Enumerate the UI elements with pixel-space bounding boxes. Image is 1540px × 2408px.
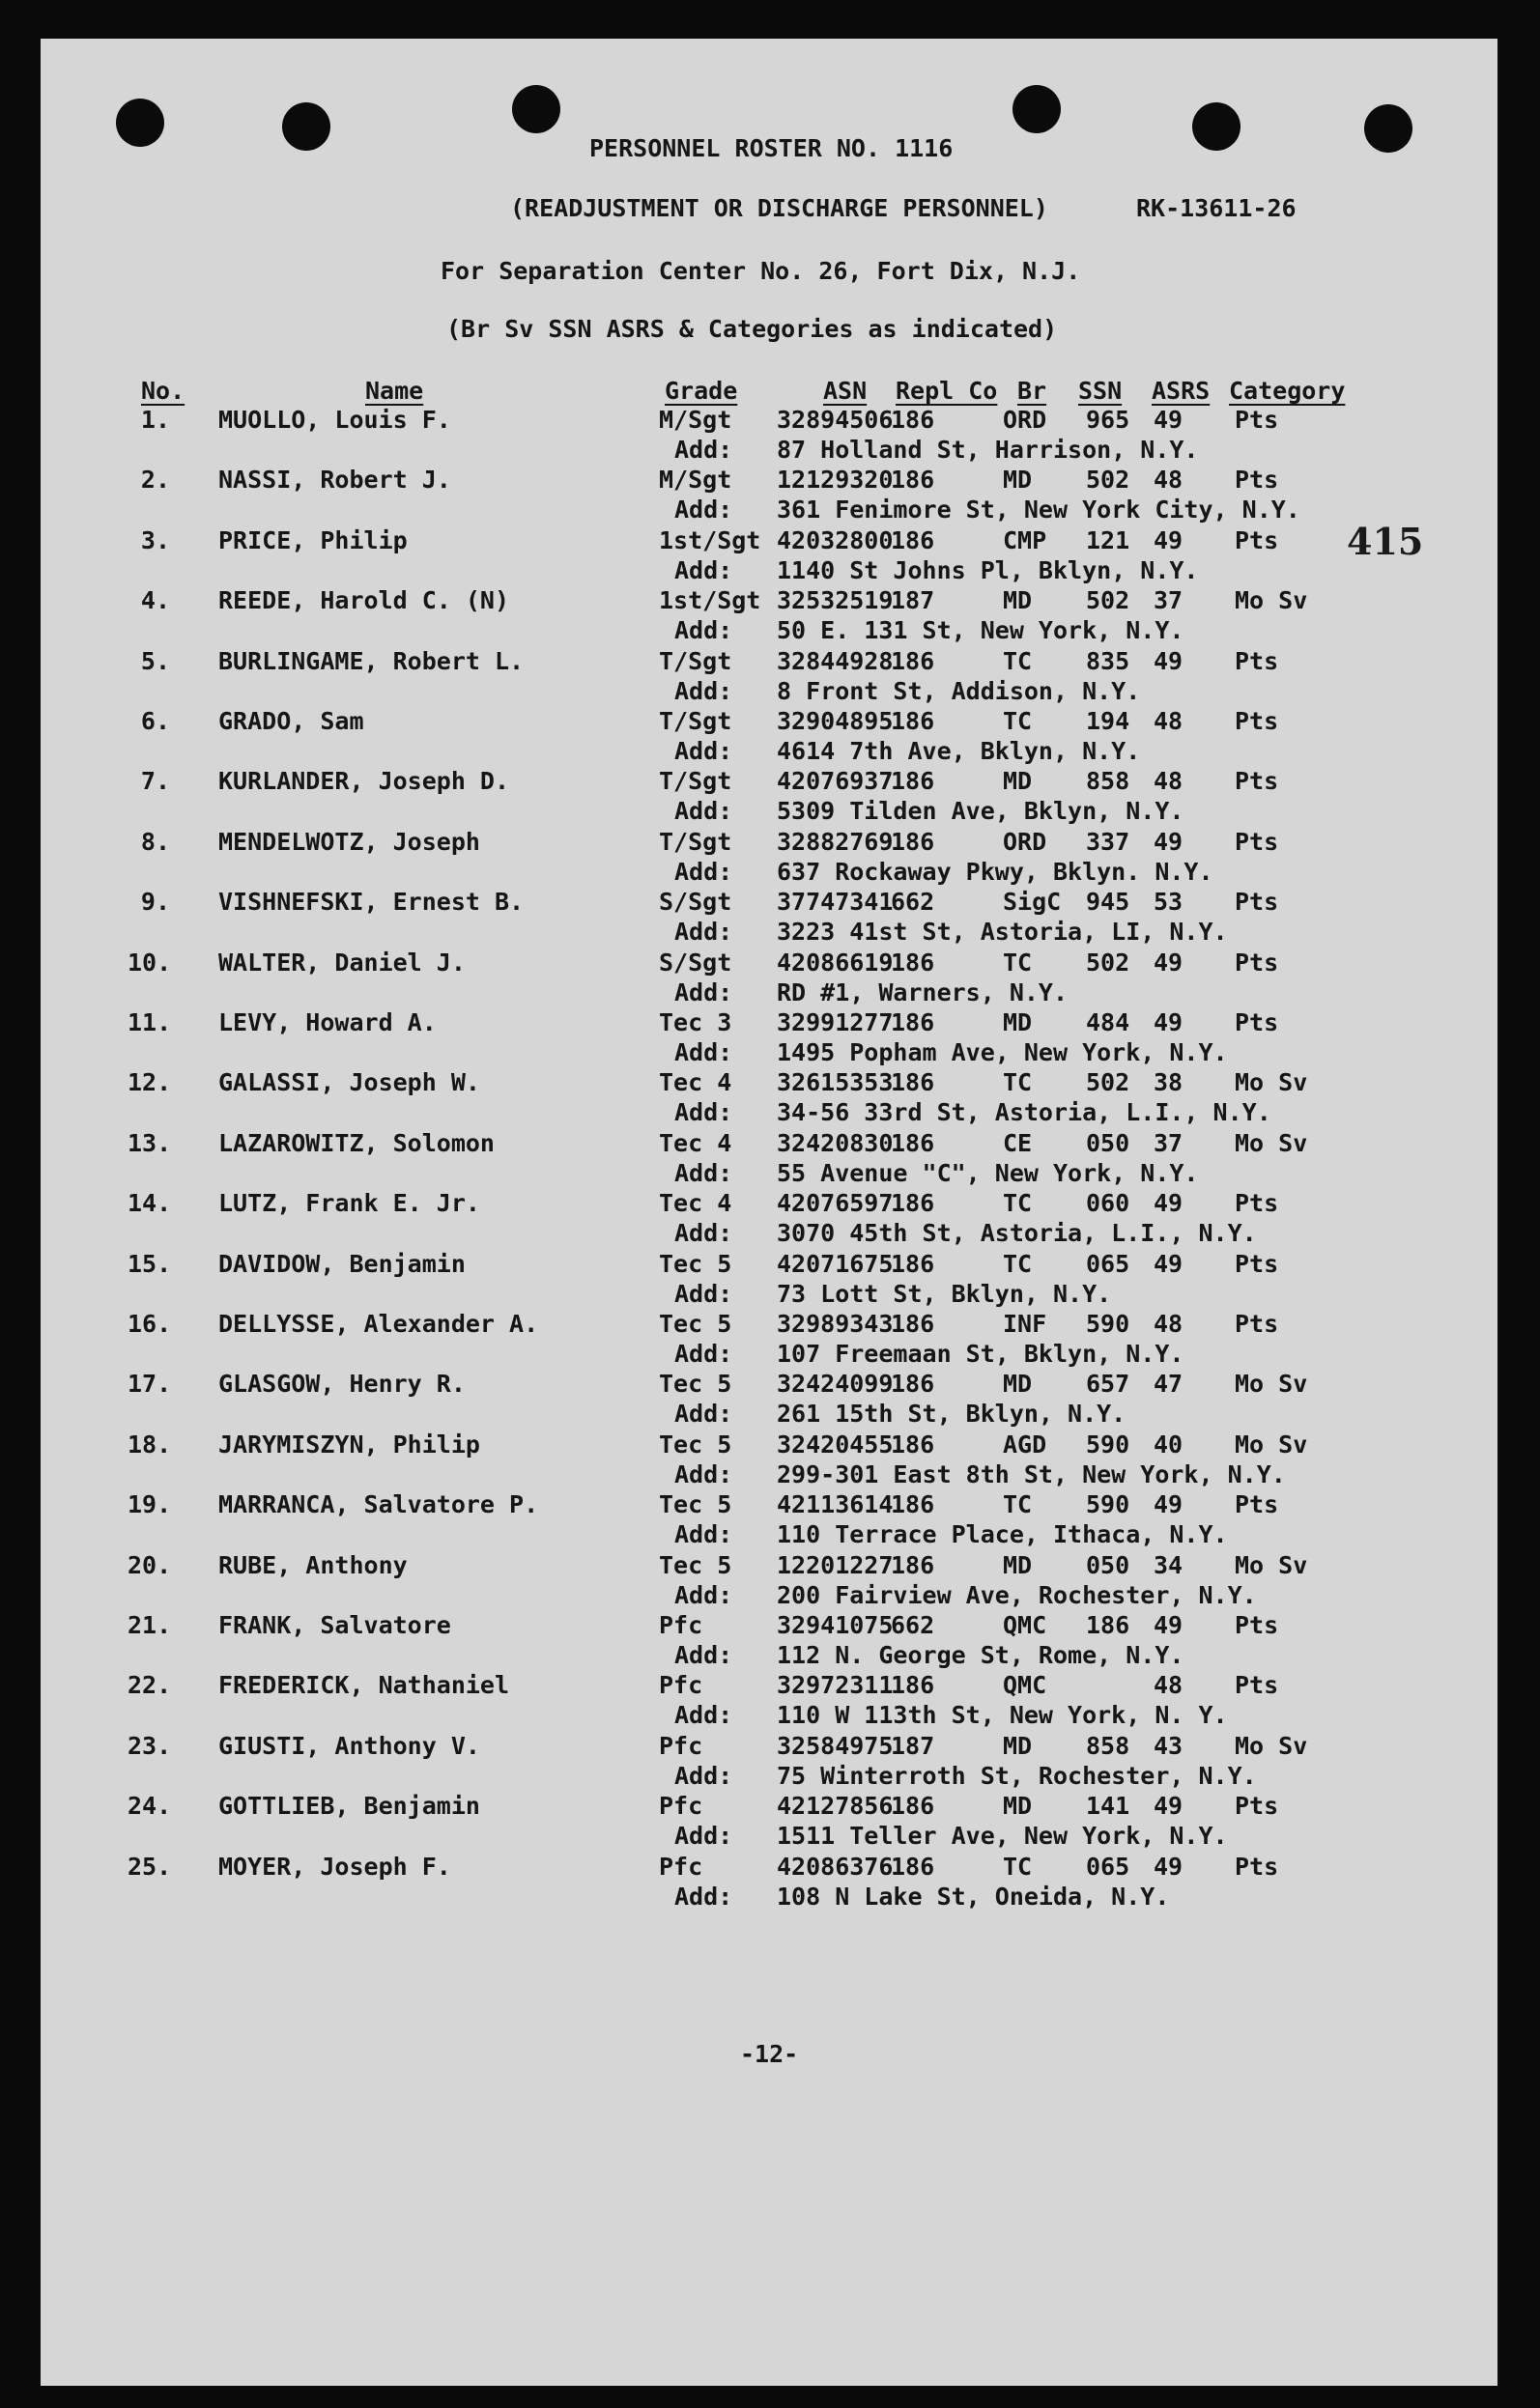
- entry-grade: M/Sgt: [659, 466, 732, 494]
- entry-ssn: 502: [1086, 466, 1130, 494]
- entry-asrs: 53: [1154, 888, 1184, 916]
- punch-hole: [282, 102, 330, 151]
- entry-asrs: 37: [1154, 1129, 1184, 1157]
- entry-grade: Tec 5: [659, 1370, 732, 1398]
- punch-hole: [1012, 85, 1061, 133]
- entry-category: Pts: [1235, 1671, 1279, 1699]
- entry-name: MOYER, Joseph F.: [218, 1853, 451, 1881]
- entry-branch: TC: [1003, 647, 1033, 675]
- entry-name: DELLYSSE, Alexander A.: [218, 1310, 539, 1338]
- punch-hole: [1192, 102, 1241, 151]
- entry-branch: TC: [1003, 1068, 1033, 1096]
- entry-grade: T/Sgt: [659, 647, 732, 675]
- entry-address-label: Add:: [674, 1581, 733, 1609]
- entry-name: GIUSTI, Anthony V.: [218, 1732, 480, 1760]
- entry-asn: 32532519: [777, 586, 894, 614]
- entry-number: 12.: [128, 1068, 172, 1096]
- entry-ssn: 050: [1086, 1129, 1130, 1157]
- entry-asn: 32420830: [777, 1129, 894, 1157]
- entry-repl-co: 186: [891, 1370, 935, 1398]
- entry-category: Pts: [1235, 1310, 1279, 1338]
- entry-ssn: 502: [1086, 1068, 1130, 1096]
- col-header-category: Category: [1229, 377, 1346, 405]
- entry-branch: CMP: [1003, 526, 1047, 554]
- entry-ssn: 945: [1086, 888, 1130, 916]
- entry-asrs: 49: [1154, 949, 1184, 977]
- entry-asn: 42113614: [777, 1490, 894, 1518]
- col-header-asn: ASN: [823, 377, 868, 405]
- entry-repl-co: 186: [891, 406, 935, 434]
- entry-asn: 32615353: [777, 1068, 894, 1096]
- entry-name: LAZAROWITZ, Solomon: [218, 1129, 495, 1157]
- entry-number: 18.: [128, 1431, 172, 1459]
- entry-asn: 32424099: [777, 1370, 894, 1398]
- entry-repl-co: 662: [891, 888, 935, 916]
- entry-number: 15.: [128, 1250, 172, 1278]
- entry-asrs: 43: [1154, 1732, 1184, 1760]
- entry-name: DAVIDOW, Benjamin: [218, 1250, 466, 1278]
- separation-center: For Separation Center No. 26, Fort Dix, N.J.: [441, 257, 1081, 285]
- entry-repl-co: 186: [891, 466, 935, 494]
- entry-asrs: 48: [1154, 1310, 1184, 1338]
- entry-repl-co: 187: [891, 1732, 935, 1760]
- entry-ssn: 484: [1086, 1008, 1130, 1036]
- entry-branch: MD: [1003, 1370, 1033, 1398]
- entry-category: Pts: [1235, 767, 1279, 795]
- entry-number: 4.: [140, 586, 170, 614]
- entry-address-label: Add:: [674, 797, 733, 825]
- entry-number: 20.: [128, 1551, 172, 1579]
- entry-asn: 12201227: [777, 1551, 894, 1579]
- entry-address: 4614 7th Ave, Bklyn, N.Y.: [777, 737, 1141, 765]
- entry-asn: 42086619: [777, 949, 894, 977]
- entry-address: 50 E. 131 St, New York, N.Y.: [777, 616, 1184, 644]
- col-header-repl-co: Repl Co: [896, 377, 998, 405]
- entry-grade: 1st/Sgt: [659, 526, 761, 554]
- entry-category: Pts: [1235, 828, 1279, 856]
- entry-category: Pts: [1235, 949, 1279, 977]
- col-header-name: Name: [365, 377, 424, 405]
- entry-asn: 32420455: [777, 1431, 894, 1459]
- entry-address: 3223 41st St, Astoria, LI, N.Y.: [777, 918, 1228, 946]
- entry-grade: M/Sgt: [659, 406, 732, 434]
- roster-sheet: [41, 39, 1497, 2386]
- entry-category: Mo Sv: [1235, 586, 1308, 614]
- entry-asn: 32894506: [777, 406, 894, 434]
- entry-ssn: 502: [1086, 949, 1130, 977]
- entry-category: Pts: [1235, 707, 1279, 735]
- entry-asrs: 37: [1154, 586, 1184, 614]
- categories-note: (Br Sv SSN ASRS & Categories as indicated): [446, 315, 1058, 343]
- entry-name: WALTER, Daniel J.: [218, 949, 466, 977]
- entry-name: GOTTLIEB, Benjamin: [218, 1792, 480, 1820]
- entry-number: 10.: [128, 949, 172, 977]
- entry-asn: 12129320: [777, 466, 894, 494]
- entry-address-label: Add:: [674, 1701, 733, 1729]
- entry-number: 3.: [140, 526, 170, 554]
- entry-branch: MD: [1003, 1792, 1033, 1820]
- entry-ssn: 337: [1086, 828, 1130, 856]
- entry-category: Pts: [1235, 1250, 1279, 1278]
- entry-category: Pts: [1235, 888, 1279, 916]
- entry-address-label: Add:: [674, 436, 733, 464]
- entry-asn: 32844928: [777, 647, 894, 675]
- entry-asrs: 49: [1154, 1490, 1184, 1518]
- roster-subtitle: (READJUSTMENT OR DISCHARGE PERSONNEL): [510, 194, 1048, 222]
- entry-grade: Tec 5: [659, 1310, 732, 1338]
- entry-number: 7.: [140, 767, 170, 795]
- entry-ssn: 590: [1086, 1431, 1130, 1459]
- entry-name: LUTZ, Frank E. Jr.: [218, 1189, 480, 1217]
- entry-grade: Tec 4: [659, 1068, 732, 1096]
- entry-repl-co: 186: [891, 767, 935, 795]
- entry-repl-co: 186: [891, 1792, 935, 1820]
- entry-address-label: Add:: [674, 616, 733, 644]
- entry-ssn: 194: [1086, 707, 1130, 735]
- entry-repl-co: 186: [891, 526, 935, 554]
- entry-address-label: Add:: [674, 1280, 733, 1308]
- entry-grade: T/Sgt: [659, 767, 732, 795]
- entry-branch: SigC: [1003, 888, 1062, 916]
- entry-grade: Tec 5: [659, 1490, 732, 1518]
- entry-ssn: 835: [1086, 647, 1130, 675]
- entry-category: Mo Sv: [1235, 1129, 1308, 1157]
- entry-name: PRICE, Philip: [218, 526, 408, 554]
- col-header-asrs: ASRS: [1152, 377, 1211, 405]
- col-header-br: Br: [1017, 377, 1047, 405]
- entry-asrs: 49: [1154, 1853, 1184, 1881]
- entry-address-label: Add:: [674, 1520, 733, 1548]
- entry-ssn: 858: [1086, 767, 1130, 795]
- punch-hole: [116, 99, 164, 147]
- entry-name: FREDERICK, Nathaniel: [218, 1671, 510, 1699]
- entry-name: NASSI, Robert J.: [218, 466, 451, 494]
- entry-category: Pts: [1235, 1792, 1279, 1820]
- entry-repl-co: 186: [891, 1129, 935, 1157]
- entry-name: MUOLLO, Louis F.: [218, 406, 451, 434]
- entry-branch: TC: [1003, 707, 1033, 735]
- entry-grade: Pfc: [659, 1853, 703, 1881]
- entry-name: LEVY, Howard A.: [218, 1008, 437, 1036]
- entry-category: Mo Sv: [1235, 1370, 1308, 1398]
- entry-category: Pts: [1235, 1853, 1279, 1881]
- entry-address-label: Add:: [674, 1219, 733, 1247]
- entry-address: 1511 Teller Ave, New York, N.Y.: [777, 1822, 1228, 1850]
- entry-category: Pts: [1235, 406, 1279, 434]
- entry-asrs: 48: [1154, 466, 1184, 494]
- entry-category: Mo Sv: [1235, 1431, 1308, 1459]
- entry-name: REEDE, Harold C. (N): [218, 586, 510, 614]
- entry-address: 110 W 113th St, New York, N. Y.: [777, 1701, 1228, 1729]
- entry-ssn: 060: [1086, 1189, 1130, 1217]
- entry-ssn: 065: [1086, 1853, 1130, 1881]
- entry-repl-co: 186: [891, 1431, 935, 1459]
- entry-name: FRANK, Salvatore: [218, 1611, 451, 1639]
- entry-address: 108 N Lake St, Oneida, N.Y.: [777, 1883, 1170, 1911]
- entry-repl-co: 186: [891, 707, 935, 735]
- entry-address-label: Add:: [674, 1098, 733, 1126]
- entry-branch: TC: [1003, 1853, 1033, 1881]
- entry-address-label: Add:: [674, 858, 733, 886]
- entry-grade: Tec 5: [659, 1431, 732, 1459]
- entry-asrs: 34: [1154, 1551, 1184, 1579]
- entry-asrs: 38: [1154, 1068, 1184, 1096]
- entry-address: 200 Fairview Ave, Rochester, N.Y.: [777, 1581, 1257, 1609]
- entry-address-label: Add:: [674, 1460, 733, 1488]
- entry-asn: 42076937: [777, 767, 894, 795]
- entry-asrs: 49: [1154, 1008, 1184, 1036]
- entry-address-label: Add:: [674, 1340, 733, 1368]
- entry-address: 1495 Popham Ave, New York, N.Y.: [777, 1038, 1228, 1066]
- entry-number: 11.: [128, 1008, 172, 1036]
- entry-address: 5309 Tilden Ave, Bklyn, N.Y.: [777, 797, 1184, 825]
- entry-name: GALASSI, Joseph W.: [218, 1068, 480, 1096]
- entry-grade: Pfc: [659, 1732, 703, 1760]
- entry-address: 637 Rockaway Pkwy, Bklyn. N.Y.: [777, 858, 1213, 886]
- entry-asrs: 48: [1154, 767, 1184, 795]
- entry-grade: Tec 3: [659, 1008, 732, 1036]
- entry-address: 110 Terrace Place, Ithaca, N.Y.: [777, 1520, 1228, 1548]
- entry-repl-co: 186: [891, 647, 935, 675]
- entry-asn: 37747341: [777, 888, 894, 916]
- entry-branch: ORD: [1003, 828, 1047, 856]
- entry-number: 23.: [128, 1732, 172, 1760]
- entry-grade: S/Sgt: [659, 888, 732, 916]
- entry-grade: Pfc: [659, 1611, 703, 1639]
- entry-address: 73 Lott St, Bklyn, N.Y.: [777, 1280, 1112, 1308]
- entry-address-label: Add:: [674, 1159, 733, 1187]
- entry-asn: 42127856: [777, 1792, 894, 1820]
- entry-address: 112 N. George St, Rome, N.Y.: [777, 1641, 1184, 1669]
- entry-asn: 32972311: [777, 1671, 894, 1699]
- entry-repl-co: 186: [891, 1068, 935, 1096]
- entry-name: RUBE, Anthony: [218, 1551, 408, 1579]
- entry-grade: Tec 5: [659, 1551, 732, 1579]
- entry-name: BURLINGAME, Robert L.: [218, 647, 525, 675]
- entry-branch: TC: [1003, 949, 1033, 977]
- entry-number: 1.: [140, 406, 170, 434]
- entry-asn: 32584975: [777, 1732, 894, 1760]
- entry-asn: 42071675: [777, 1250, 894, 1278]
- entry-number: 9.: [140, 888, 170, 916]
- entry-ssn: 590: [1086, 1490, 1130, 1518]
- entry-branch: TC: [1003, 1250, 1033, 1278]
- entry-branch: INF: [1003, 1310, 1047, 1338]
- entry-address: 107 Freemaan St, Bklyn, N.Y.: [777, 1340, 1184, 1368]
- entry-repl-co: 186: [891, 1671, 935, 1699]
- entry-repl-co: 186: [891, 1490, 935, 1518]
- entry-grade: Pfc: [659, 1671, 703, 1699]
- entry-branch: CE: [1003, 1129, 1033, 1157]
- entry-ssn: 141: [1086, 1792, 1130, 1820]
- entry-ssn: 590: [1086, 1310, 1130, 1338]
- entry-grade: Pfc: [659, 1792, 703, 1820]
- col-header-no: No.: [141, 377, 185, 405]
- entry-repl-co: 186: [891, 949, 935, 977]
- entry-address: 34-56 33rd St, Astoria, L.I., N.Y.: [777, 1098, 1271, 1126]
- entry-branch: QMC: [1003, 1611, 1047, 1639]
- entry-category: Pts: [1235, 526, 1279, 554]
- entry-ssn: 965: [1086, 406, 1130, 434]
- entry-asn: 42032800: [777, 526, 894, 554]
- entry-repl-co: 186: [891, 828, 935, 856]
- entry-ssn: 065: [1086, 1250, 1130, 1278]
- entry-asn: 32991277: [777, 1008, 894, 1036]
- entry-asrs: 49: [1154, 1792, 1184, 1820]
- entry-number: 6.: [140, 707, 170, 735]
- entry-address: 87 Holland St, Harrison, N.Y.: [777, 436, 1199, 464]
- entry-address-label: Add:: [674, 737, 733, 765]
- entry-branch: MD: [1003, 1732, 1033, 1760]
- entry-branch: MD: [1003, 466, 1033, 494]
- entry-asn: 42076597: [777, 1189, 894, 1217]
- entry-asrs: 40: [1154, 1431, 1184, 1459]
- entry-repl-co: 186: [891, 1551, 935, 1579]
- entry-address: 55 Avenue "C", New York, N.Y.: [777, 1159, 1199, 1187]
- entry-address-label: Add:: [674, 1762, 733, 1790]
- entry-category: Mo Sv: [1235, 1551, 1308, 1579]
- entry-asrs: 48: [1154, 1671, 1184, 1699]
- entry-asrs: 48: [1154, 707, 1184, 735]
- entry-address-label: Add:: [674, 556, 733, 584]
- entry-address: 261 15th St, Bklyn, N.Y.: [777, 1400, 1126, 1428]
- entry-address: 361 Fenimore St, New York City, N.Y.: [777, 496, 1300, 524]
- col-header-ssn: SSN: [1078, 377, 1123, 405]
- entry-number: 16.: [128, 1310, 172, 1338]
- entry-number: 24.: [128, 1792, 172, 1820]
- entry-asrs: 49: [1154, 1189, 1184, 1217]
- entry-repl-co: 186: [891, 1189, 935, 1217]
- entry-category: Mo Sv: [1235, 1068, 1308, 1096]
- entry-repl-co: 186: [891, 1008, 935, 1036]
- entry-number: 25.: [128, 1853, 172, 1881]
- entry-category: Pts: [1235, 466, 1279, 494]
- entry-branch: AGD: [1003, 1431, 1047, 1459]
- entry-name: JARYMISZYN, Philip: [218, 1431, 480, 1459]
- entry-address-label: Add:: [674, 1883, 733, 1911]
- entry-asrs: 49: [1154, 647, 1184, 675]
- entry-address: 299-301 East 8th St, New York, N.Y.: [777, 1460, 1286, 1488]
- col-header-grade: Grade: [665, 377, 738, 405]
- entry-name: GLASGOW, Henry R.: [218, 1370, 466, 1398]
- entry-ssn: 858: [1086, 1732, 1130, 1760]
- entry-ssn: 186: [1086, 1611, 1130, 1639]
- entry-grade: S/Sgt: [659, 949, 732, 977]
- entry-number: 19.: [128, 1490, 172, 1518]
- entry-name: GRADO, Sam: [218, 707, 364, 735]
- entry-address-label: Add:: [674, 978, 733, 1006]
- entry-address-label: Add:: [674, 677, 733, 705]
- entry-name: MENDELWOTZ, Joseph: [218, 828, 480, 856]
- entry-category: Pts: [1235, 1490, 1279, 1518]
- entry-asn: 32989343: [777, 1310, 894, 1338]
- entry-branch: MD: [1003, 1008, 1033, 1036]
- entry-number: 22.: [128, 1671, 172, 1699]
- entry-repl-co: 186: [891, 1853, 935, 1881]
- entry-category: Pts: [1235, 1008, 1279, 1036]
- entry-address: 75 Winterroth St, Rochester, N.Y.: [777, 1762, 1257, 1790]
- entry-address-label: Add:: [674, 1641, 733, 1669]
- entry-address: 3070 45th St, Astoria, L.I., N.Y.: [777, 1219, 1257, 1247]
- entry-address: RD #1, Warners, N.Y.: [777, 978, 1069, 1006]
- entry-ssn: 502: [1086, 586, 1130, 614]
- entry-branch: ORD: [1003, 406, 1047, 434]
- entry-grade: 1st/Sgt: [659, 586, 761, 614]
- entry-category: Pts: [1235, 1189, 1279, 1217]
- entry-repl-co: 186: [891, 1250, 935, 1278]
- roster-reference: RK-13611-26: [1136, 194, 1297, 222]
- entry-number: 17.: [128, 1370, 172, 1398]
- entry-branch: TC: [1003, 1490, 1033, 1518]
- entry-grade: T/Sgt: [659, 707, 732, 735]
- entry-branch: MD: [1003, 1551, 1033, 1579]
- entry-number: 2.: [140, 466, 170, 494]
- entry-address-label: Add:: [674, 1822, 733, 1850]
- entry-number: 14.: [128, 1189, 172, 1217]
- entry-grade: Tec 5: [659, 1250, 732, 1278]
- page-number: -12-: [740, 2040, 799, 2068]
- entry-asrs: 49: [1154, 828, 1184, 856]
- page-stamp-number: 415: [1347, 520, 1424, 563]
- entry-address-label: Add:: [674, 496, 733, 524]
- entry-asrs: 49: [1154, 1611, 1184, 1639]
- entry-repl-co: 187: [891, 586, 935, 614]
- entry-ssn: 050: [1086, 1551, 1130, 1579]
- entry-asn: 32882769: [777, 828, 894, 856]
- entry-ssn: 657: [1086, 1370, 1130, 1398]
- entry-number: 13.: [128, 1129, 172, 1157]
- entry-asrs: 49: [1154, 1250, 1184, 1278]
- entry-address-label: Add:: [674, 1038, 733, 1066]
- entry-name: KURLANDER, Joseph D.: [218, 767, 510, 795]
- entry-number: 21.: [128, 1611, 172, 1639]
- entry-asn: 42086376: [777, 1853, 894, 1881]
- entry-grade: Tec 4: [659, 1129, 732, 1157]
- entry-address: 8 Front St, Addison, N.Y.: [777, 677, 1141, 705]
- entry-number: 5.: [140, 647, 170, 675]
- entry-branch: MD: [1003, 586, 1033, 614]
- punch-hole: [1364, 104, 1412, 153]
- entry-branch: QMC: [1003, 1671, 1047, 1699]
- entry-asrs: 49: [1154, 406, 1184, 434]
- entry-asrs: 47: [1154, 1370, 1184, 1398]
- entry-address: 1140 St Johns Pl, Bklyn, N.Y.: [777, 556, 1199, 584]
- entry-category: Pts: [1235, 1611, 1279, 1639]
- entry-grade: T/Sgt: [659, 828, 732, 856]
- entry-address-label: Add:: [674, 918, 733, 946]
- entry-number: 8.: [140, 828, 170, 856]
- entry-asn: 32941075: [777, 1611, 894, 1639]
- roster-title: PERSONNEL ROSTER NO. 1116: [589, 134, 954, 162]
- entry-ssn: 121: [1086, 526, 1130, 554]
- entry-grade: Tec 4: [659, 1189, 732, 1217]
- entry-name: MARRANCA, Salvatore P.: [218, 1490, 539, 1518]
- entry-name: VISHNEFSKI, Ernest B.: [218, 888, 525, 916]
- entry-asrs: 49: [1154, 526, 1184, 554]
- punch-hole: [512, 85, 560, 133]
- entry-branch: TC: [1003, 1189, 1033, 1217]
- entry-category: Pts: [1235, 647, 1279, 675]
- entry-category: Mo Sv: [1235, 1732, 1308, 1760]
- entry-repl-co: 662: [891, 1611, 935, 1639]
- entry-repl-co: 186: [891, 1310, 935, 1338]
- entry-address-label: Add:: [674, 1400, 733, 1428]
- entry-branch: MD: [1003, 767, 1033, 795]
- entry-asn: 32904895: [777, 707, 894, 735]
